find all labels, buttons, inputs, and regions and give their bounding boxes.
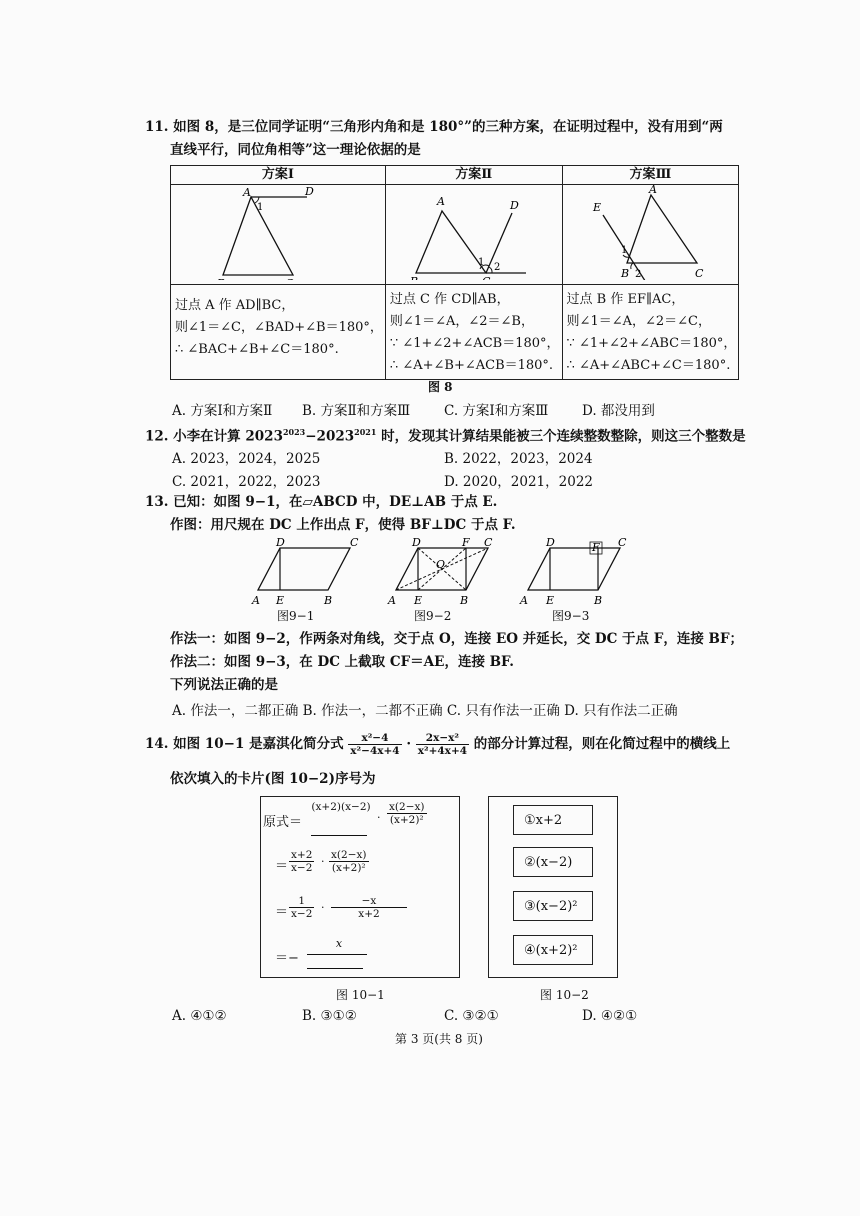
work-row1-label: 原式＝ (263, 815, 303, 830)
q14-frac2-numerator: 2x−x² (416, 732, 469, 745)
q12-option-c: C. 2021，2022，2023 (172, 474, 321, 490)
svg-text:C (285, 277, 294, 280)
q14-stem-line1 (145, 732, 730, 757)
figure-10-1-caption: 图 10−1 (336, 988, 385, 1002)
q11-stem-line1: 11. 如图 8，是三位同学证明“三角形内角和是 180°”的三种方案，在证明过程中，没有用到“两 (145, 119, 723, 135)
q11-figure-caption: 图 8 (428, 380, 453, 394)
q13-options: A. 作法一，二都正确 B. 作法一，二都不正确 C. 只有作法一正确 D. 只有作法二正确 (172, 703, 678, 719)
q13-method1: 作法一：如图 9−2，作两条对角线，交于点 O，连接 EO 并延长，交 DC 于点 F，连接 BF； (170, 631, 744, 647)
page-footer: 第 3 页(共 8 页) (395, 1032, 483, 1046)
plan3-proof (562, 285, 739, 380)
q11-option-a: A. 方案Ⅰ和方案Ⅱ (172, 403, 273, 419)
work-row2-equals: ＝ (275, 859, 289, 874)
plan1-header: 方案Ⅰ (171, 166, 386, 185)
plan3-triangle-diagram (563, 185, 735, 280)
svg-text:D: D (546, 538, 555, 549)
figure-9-1-caption: 图9−1 (277, 609, 315, 623)
work-row3-fraction2 (331, 895, 407, 920)
work-row3-f2-numerator: −x (331, 895, 407, 908)
plan1-proof (171, 285, 386, 380)
work-row1-f2-denominator: (x+2)² (389, 814, 424, 826)
work-row3-dot: · (321, 901, 325, 914)
work-row4-label: ＝− (275, 951, 299, 966)
svg-text:B (409, 275, 418, 280)
q12-stem-c: 时，发现其计算结果能被三个连续整数整除，则这三个整数是 (376, 428, 746, 445)
svg-text:1: 1 (477, 257, 485, 268)
figure-10-2-cards-box (488, 796, 618, 978)
plan1-proof-line: ∴ ∠BAC+∠B+∠C＝180°. (175, 342, 339, 357)
plan2-proof-line: 则∠1＝∠A，∠2＝∠B， (389, 314, 534, 329)
plan3-figure (562, 185, 739, 285)
q14-option-a: A. ④①② (172, 1008, 227, 1024)
work-row1-numerator: (x+2)(x−2) (311, 801, 371, 813)
svg-text:2: 2 (493, 262, 501, 273)
q13-prompt: 下列说法正确的是 (170, 677, 278, 693)
svg-text:A: A (436, 195, 445, 208)
svg-text:C (482, 275, 491, 280)
work-row2-f2-denominator: (x+2)² (331, 862, 366, 874)
plan1-triangle-diagram (171, 185, 363, 280)
svg-text:B: B (594, 594, 603, 607)
q14-stem-a: 14. 如图 10−1 是嘉淇化简分式 (145, 736, 344, 752)
svg-text:2: 2 (634, 269, 641, 280)
plan1-proof-line: 过点 A 作 AD∥BC， (175, 298, 295, 313)
plan3-header: 方案Ⅲ (562, 166, 739, 185)
work-row1-f2-numerator: x(2−x) (389, 801, 425, 813)
plan2-triangle-diagram (386, 185, 558, 280)
plan1-figure (171, 185, 386, 285)
svg-text:A: A (648, 185, 657, 196)
svg-text:F: F (592, 541, 600, 554)
work-row2-numerator: x+2 (291, 849, 313, 861)
svg-text:E: E (414, 594, 423, 607)
svg-text:1: 1 (620, 245, 627, 256)
q13-stem-line2: 作图：用尺规在 DC 上作出点 F，使得 BF⊥DC 于点 F. (170, 517, 516, 533)
q12-exponent-2: 2021 (354, 427, 377, 437)
q12-option-d: D. 2020，2021，2022 (444, 474, 593, 490)
q12-option-b: B. 2022，2023，2024 (444, 451, 593, 467)
work-row1-fraction2 (387, 801, 427, 826)
work-row3-f2-denominator: x+2 (358, 908, 380, 920)
svg-text:A: A (388, 594, 396, 607)
svg-text:A: A (243, 186, 251, 199)
q12-stem-b: −2023 (305, 428, 355, 445)
q12-stem (145, 423, 746, 446)
svg-text:1: 1 (257, 202, 264, 213)
work-row3-equals: ＝ (275, 905, 289, 920)
q14-frac1-denominator: x²−4x+4 (350, 745, 400, 757)
work-row4-fraction-bar (307, 954, 367, 955)
plan3-proof-line: ∴ ∠A+∠ABC+∠C＝180°. (566, 358, 731, 373)
work-row3-denominator: x−2 (291, 908, 313, 920)
svg-text:E: E (592, 201, 601, 214)
svg-text:C: C (350, 538, 359, 549)
q14-option-d: D. ④②① (582, 1008, 638, 1024)
figure-9-3-caption: 图9−3 (552, 609, 590, 623)
svg-text:C: C (694, 267, 703, 280)
card-3: ③(x−2)² (513, 891, 593, 921)
q14-frac1-numerator: x²−4 (348, 732, 401, 745)
plan3-proof-line: ∵ ∠1+∠2+∠ABC＝180°， (566, 336, 737, 351)
svg-text:D: D (509, 199, 519, 212)
card-4: ④(x+2)² (513, 935, 593, 965)
figure-10-2-caption: 图 10−2 (540, 988, 589, 1002)
work-row2-dot: · (321, 855, 325, 868)
svg-text:E: E (546, 594, 555, 607)
svg-text:F: F (462, 538, 470, 549)
q14-stem-line2: 依次填入的卡片(图 10−2)序号为 (170, 771, 376, 787)
q14-fraction-2 (416, 732, 469, 757)
work-row1-blank-line (311, 835, 367, 836)
plan2-figure (385, 185, 562, 285)
plan2-proof (385, 285, 562, 380)
q11-option-b: B. 方案Ⅱ和方案Ⅲ (302, 403, 411, 419)
svg-text:A: A (252, 594, 260, 607)
work-row4-numerator: x (335, 937, 343, 950)
work-row3-numerator: 1 (289, 895, 314, 908)
plan1-proof-line: 则∠1＝∠C，∠BAD+∠B＝180°， (175, 320, 383, 335)
svg-text:O: O (436, 558, 446, 571)
q12-option-a: A. 2023，2024，2025 (172, 451, 321, 467)
work-row2-denominator: x−2 (291, 862, 313, 874)
plan2-proof-line: ∵ ∠1+∠2+∠ACB＝180°， (389, 336, 560, 351)
q11-stem-line2: 直线平行，同位角相等”这一理论依据的是 (170, 142, 421, 158)
work-row2-fraction1 (289, 849, 314, 874)
svg-text:B (216, 277, 225, 280)
q14-dot: · (406, 736, 412, 752)
work-row3-fraction1 (289, 895, 314, 920)
q11-option-c: C. 方案Ⅰ和方案Ⅲ (444, 403, 549, 419)
svg-text:B: B (620, 267, 629, 280)
q12-exponent-1: 2023 (282, 427, 306, 437)
plan3-proof-line: 则∠1＝∠A，∠2＝∠C， (566, 314, 711, 329)
plan3-proof-line: 过点 B 作 EF∥AC， (566, 292, 685, 307)
q14-option-c: C. ③②① (444, 1008, 499, 1024)
svg-text:D: D (412, 538, 421, 549)
q14-fraction-1 (348, 732, 401, 757)
work-row2-f2-numerator: x(2−x) (331, 849, 367, 861)
q12-stem-a: 12. 小李在计算 2023 (145, 428, 283, 445)
svg-text:E: E (276, 594, 285, 607)
svg-text:C: C (618, 538, 627, 549)
work-row1-dot: · (377, 811, 381, 824)
card-1: ①x+2 (513, 805, 593, 835)
svg-text:C: C (484, 538, 493, 549)
svg-text:B: B (460, 594, 469, 607)
work-row4-blank-line (307, 968, 363, 969)
q13-stem-line1: 13. 已知：如图 9−1，在▱ABCD 中，DE⊥AB 于点 E. (145, 494, 498, 510)
figure-9-2-caption: 图9−2 (414, 609, 452, 623)
card-2: ②(x−2) (513, 847, 593, 877)
svg-text:B: B (324, 594, 333, 607)
plan2-proof-line: ∴ ∠A+∠B+∠ACB＝180°. (389, 358, 554, 373)
svg-text:D: D (305, 185, 314, 198)
work-row2-fraction2 (329, 849, 369, 874)
plan2-header: 方案Ⅱ (385, 166, 562, 185)
svg-text:D: D (276, 538, 285, 549)
q14-option-b: B. ③①② (302, 1008, 357, 1024)
q14-frac2-denominator: x²+4x+4 (417, 745, 468, 757)
q11-option-d: D. 都没用到 (582, 403, 655, 419)
plan2-proof-line: 过点 C 作 CD∥AB， (389, 292, 510, 307)
q13-method2: 作法二：如图 9−3，在 DC 上截取 CF＝AE，连接 BF. (170, 654, 514, 670)
figure-10-1-work-box (260, 796, 460, 978)
q14-stem-b: 的部分计算过程，则在化简过程中的横线上 (473, 736, 731, 752)
q11-plans-table (170, 165, 739, 380)
svg-text:A: A (520, 594, 528, 607)
